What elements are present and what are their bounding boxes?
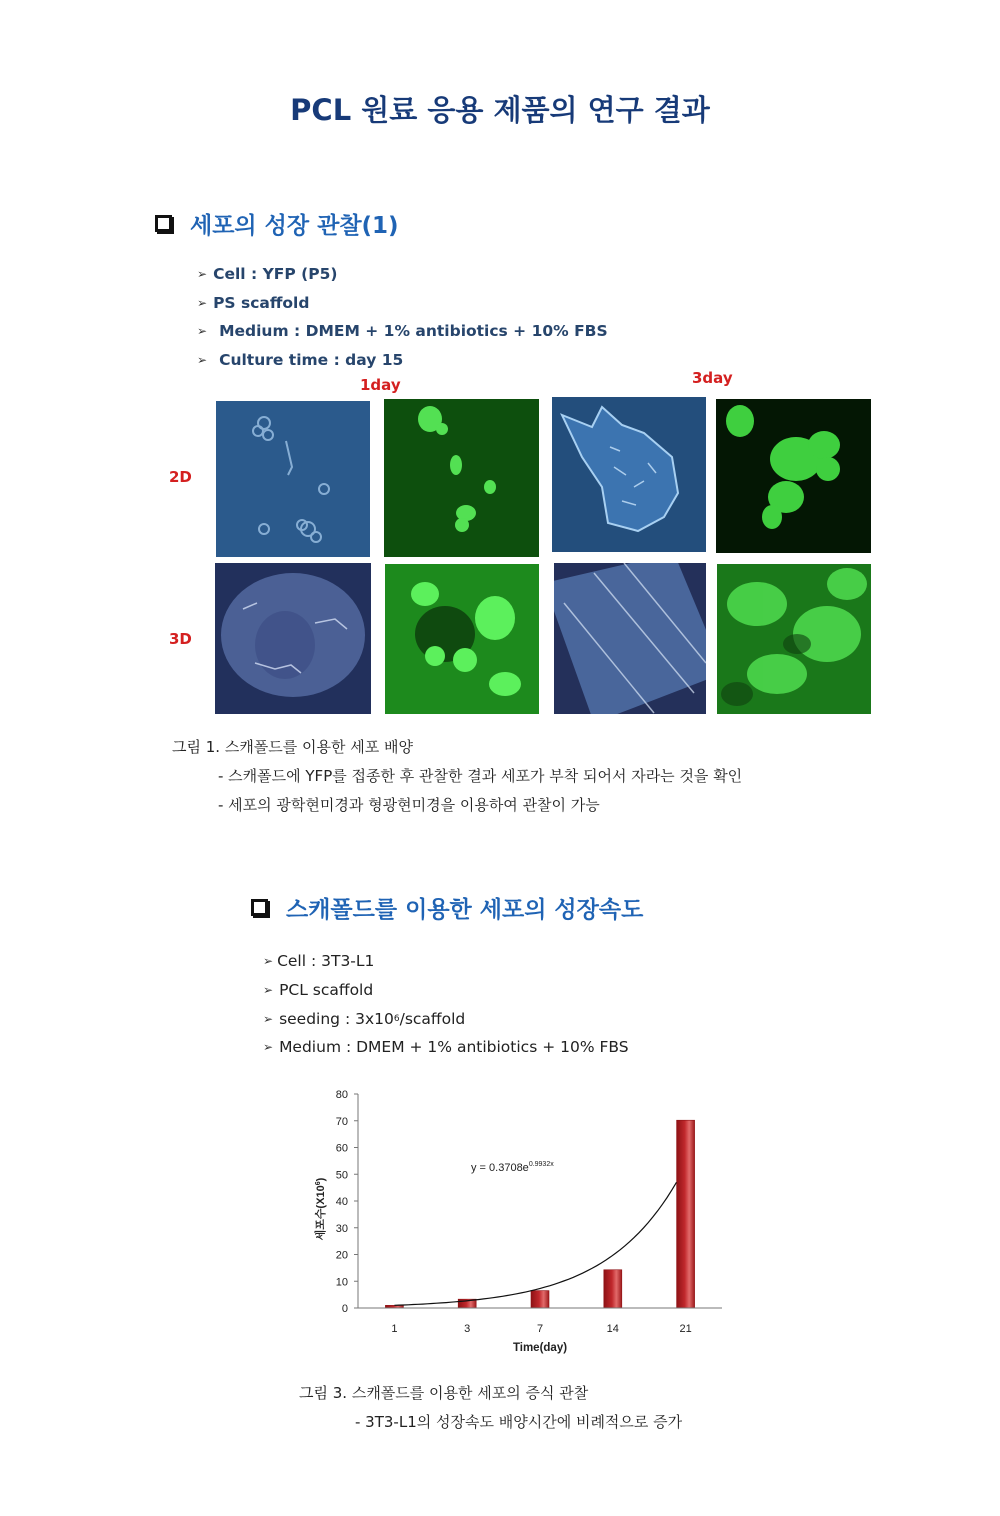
y-tick-label: 0	[341, 1303, 348, 1315]
arrow-bullet-icon: ➢	[263, 954, 274, 969]
list-item: ➢ Medium : DMEM + 1% antibiotics + 10% FBS	[197, 322, 608, 341]
seeding-superscript: 6	[393, 1013, 400, 1024]
arrow-bullet-icon: ➢	[263, 1011, 274, 1026]
micrograph-3d-3day-brightfield	[554, 563, 706, 714]
list-item: ➢ Culture time : day 15	[197, 350, 404, 369]
y-tick-label: 20	[335, 1249, 348, 1262]
list-item: ➢ Cell : YFP (P5)	[197, 265, 338, 284]
section1-heading	[155, 207, 399, 240]
y-axis	[336, 1089, 358, 1315]
x-tick-label: 14	[606, 1323, 619, 1335]
page-title: PCL 원료 응용 제품의 연구 결과	[290, 93, 710, 127]
section2-bullet-list	[263, 947, 629, 1062]
y-tick-label: 30	[335, 1222, 348, 1235]
figure1-caption: 그림 1. 스캐폴드를 이용한 세포 배양	[172, 738, 414, 756]
y-tick-label: 70	[335, 1115, 348, 1128]
x-tick-label: 21	[679, 1323, 692, 1335]
micrograph-3d-3day-fluorescence	[717, 564, 871, 714]
trendline	[394, 1182, 676, 1305]
y-tick-label: 50	[335, 1169, 348, 1182]
checkbox-square-icon	[251, 899, 268, 916]
bar-7	[531, 1291, 549, 1308]
x-axis-title: Time(day)	[512, 1342, 568, 1354]
x-tick-label: 3	[464, 1323, 471, 1335]
micrograph-2d-1day-brightfield	[216, 401, 370, 557]
list-item: ➢ PS scaffold	[197, 293, 310, 312]
row-label-2d: 2D	[169, 468, 192, 486]
arrow-bullet-icon: ➢	[197, 295, 208, 310]
bar-14	[604, 1270, 622, 1308]
micrograph-3d-1day-brightfield	[215, 563, 371, 714]
figure1-note-1: - 스캐폴드에 YFP를 접종한 후 관찰한 결과 세포가 부착 되어서 자라는 것을 확인	[218, 767, 743, 785]
section2-heading-text: 스캐폴드를 이용한 세포의 성장속도	[286, 897, 644, 923]
row-label-3d: 3D	[169, 630, 192, 648]
checkbox-square-icon	[155, 215, 172, 232]
trendline-equation: $y = 0.3708e^{0.9932x}$	[471, 1161, 554, 1174]
arrow-bullet-icon: ➢	[263, 1040, 274, 1055]
section1-heading-text: 세포의 성장 관찰(1)	[190, 213, 399, 239]
y-tick-label: 80	[335, 1089, 348, 1101]
x-tick-label: 1	[391, 1323, 398, 1335]
figure1-note-2: - 세포의 광학현미경과 형광현미경을 이용하여 관찰이 가능	[218, 796, 600, 814]
growth-chart	[300, 1080, 740, 1360]
arrow-bullet-icon: ➢	[197, 267, 208, 282]
column-label-1day: 1day	[360, 376, 401, 394]
x-axis	[358, 1308, 722, 1335]
figure3-note: - 3T3-L1의 성장속도 배양시간에 비례적으로 증가	[355, 1413, 683, 1431]
y-axis-title: 세포수$(X10^6)$	[315, 1177, 327, 1241]
y-tick-label: 40	[335, 1196, 348, 1208]
micrograph-3d-1day-fluorescence	[385, 564, 539, 714]
y-tick-label: 60	[335, 1142, 348, 1155]
list-item: ➢ Medium : DMEM + 1% antibiotics + 10% FBS	[263, 1038, 629, 1057]
x-tick-label: 7	[536, 1323, 544, 1335]
micrograph-2d-3day-brightfield	[552, 397, 706, 552]
micrograph-2d-1day-fluorescence	[384, 399, 539, 557]
micrograph-2d-3day-fluorescence	[716, 399, 871, 553]
figure3-caption: 그림 3. 스캐폴드를 이용한 세포의 증식 관찰	[299, 1384, 589, 1402]
section2-heading	[251, 891, 643, 924]
list-item: ➢ seeding : 3x10 6 /scaffold	[263, 1009, 466, 1028]
arrow-bullet-icon: ➢	[263, 983, 274, 998]
bar-21	[677, 1120, 695, 1308]
column-label-3day: 3day	[692, 369, 733, 387]
arrow-bullet-icon: ➢	[197, 352, 208, 367]
section1-bullet-list	[197, 260, 608, 374]
list-item: ➢ PCL scaffold	[263, 981, 374, 1000]
arrow-bullet-icon: ➢	[197, 324, 208, 339]
bar-series	[385, 1120, 694, 1308]
y-tick-label: 10	[335, 1276, 348, 1289]
list-item: ➢ Cell : 3T3-L1	[263, 952, 375, 971]
